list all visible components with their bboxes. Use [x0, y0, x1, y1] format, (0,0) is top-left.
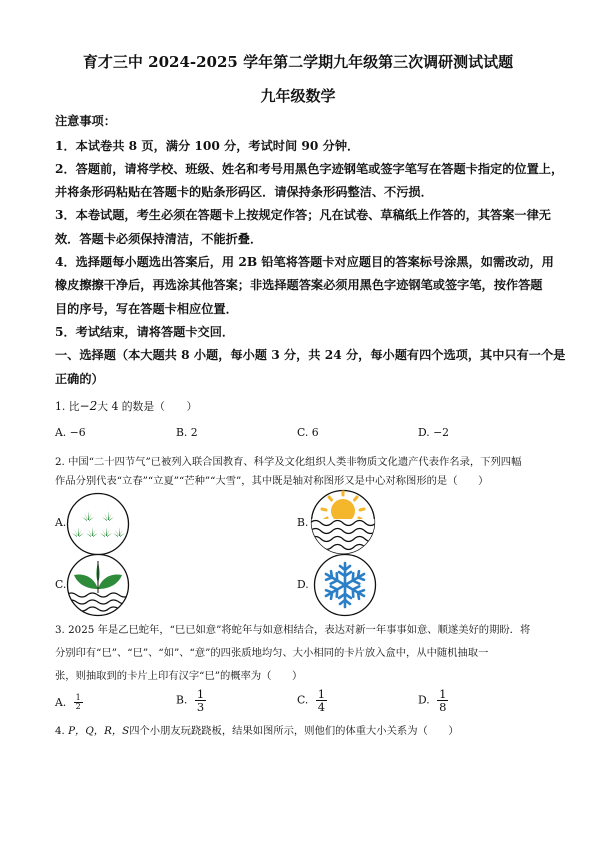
- question-1-pre: 1. 比: [55, 400, 80, 413]
- q3-option-b: [176, 688, 206, 713]
- q2-label-c: C.: [55, 578, 67, 591]
- fraction-numerator: 1: [439, 687, 447, 701]
- q3-option-d: [418, 688, 448, 713]
- q3-option-a-label: A.: [55, 695, 67, 709]
- figure-spring-sprouts: [66, 492, 130, 556]
- fraction-numerator: 1: [196, 687, 205, 701]
- question-2-line-2: 作品分别代表“立春”“立夏”“芒种”“大雪”，其中既是轴对称图形又是中心对称图形的是（ ）: [55, 475, 489, 487]
- figure-summer-sun-waves: [310, 489, 376, 555]
- fraction-denominator: 3: [196, 700, 205, 715]
- notice-line-1: 1．本试卷共 8 页，满分 100 分，考试时间 90 分钟．: [55, 139, 360, 153]
- figure-grain-plant: [66, 553, 130, 617]
- fraction-denominator: 2: [75, 702, 81, 712]
- notice-line-2: 2．答题前，请将学校、班级、姓名和考号用黑色字迹钢笔或签字笔写在答题卡指定的位置上，: [55, 162, 564, 176]
- notice-line-5: 效．答题卡必须保持清洁，不能折叠．: [55, 232, 263, 246]
- q1-option-b: B. 2: [176, 426, 198, 439]
- q3-option-c-fraction: [316, 688, 327, 713]
- q3-option-d-label: D.: [418, 693, 430, 707]
- section-heading-line-2: 正确的）: [55, 372, 104, 386]
- question-2-line-1: 2. 中国“二十四节气”已被列入联合国教育、科学及文化组织人类非物质文化遗产代表作名录，下列四幅: [55, 456, 522, 468]
- question-4-variables: P，Q，R，S: [68, 725, 130, 737]
- notice-line-7: 橡皮擦擦干净后，再选涂其他答案；非选择题答案必须用黑色字迹钢笔或签字笔，按作答题: [55, 278, 543, 292]
- notice-line-4: 3．本卷试题，考生必须在答题卡上按规定作答；凡在试卷、草稿纸上作答的，其答案一律无: [55, 208, 551, 222]
- q3-option-a-fraction: [74, 694, 83, 712]
- notice-line-9: 5．考试结束，请将答题卡交回．: [55, 325, 235, 339]
- notice-line-3: 并将条形码粘贴在答题卡的贴条形码区．请保持条形码整洁、不污损．: [55, 185, 433, 199]
- exam-title: 育才三中 2024-2025 学年第二学期九年级第三次调研测试试题: [82, 53, 514, 71]
- section-heading-line-1: 一、选择题（本大题共 8 小题，每小题 3 分，共 24 分，每小题有四个选项，其中只有一个是: [55, 348, 566, 362]
- question-3-line-3: 张，则抽取到的卡片上印有汉字“巳”的概率为（ ）: [55, 670, 303, 682]
- q3-option-b-fraction: [195, 688, 206, 713]
- question-1-post: 大 4 的数是（ ）: [97, 400, 198, 413]
- notice-line-8: 目的序号，写在答题卡相应位置．: [55, 302, 238, 316]
- q3-option-b-label: B.: [176, 693, 188, 707]
- fraction-numerator: 1: [75, 693, 81, 702]
- question-4-number: 4.: [55, 725, 65, 737]
- q2-label-b: B.: [297, 516, 309, 529]
- q3-option-c-label: C.: [297, 693, 309, 707]
- q3-option-d-fraction: [437, 688, 448, 713]
- notice-heading: 注意事项：: [55, 114, 116, 128]
- q3-option-c: [297, 688, 327, 713]
- q1-option-a: A. −6: [55, 426, 86, 439]
- fraction-numerator: 1: [317, 687, 326, 701]
- q1-option-d: D. −2: [418, 426, 450, 439]
- question-1-number: −2: [79, 399, 98, 413]
- q1-option-c: C. 6: [297, 426, 319, 439]
- question-1: [55, 399, 197, 414]
- q2-label-a: A.: [55, 516, 67, 529]
- fraction-denominator: 4: [317, 700, 326, 715]
- notice-line-6: 4．选择题每小题选出答案后，用 2B 铅笔将答题卡对应题目的答案标号涂黑，如需改动，用: [55, 255, 554, 269]
- exam-subtitle: 九年级数学: [260, 87, 336, 105]
- figure-snowflake: [313, 553, 377, 617]
- question-4: [55, 722, 459, 737]
- question-4-text: 四个小朋友玩跷跷板，结果如图所示，则他们的体重大小关系为（ ）: [129, 725, 459, 737]
- question-3-line-2: 分别印有“巳”、“巳”、“如”、“意”的四张质地均匀、大小相同的卡片放入盒中，从中随机抽取一: [55, 647, 489, 659]
- q2-label-d: D.: [297, 578, 309, 591]
- question-3-line-1: 3. 2025 年是乙巳蛇年，“巳已如意”将蛇年与如意相结合，表达对新一年事事如意、顺遂美好的期盼．将: [55, 624, 531, 636]
- q3-option-a: [55, 694, 83, 712]
- fraction-denominator: 8: [439, 700, 447, 715]
